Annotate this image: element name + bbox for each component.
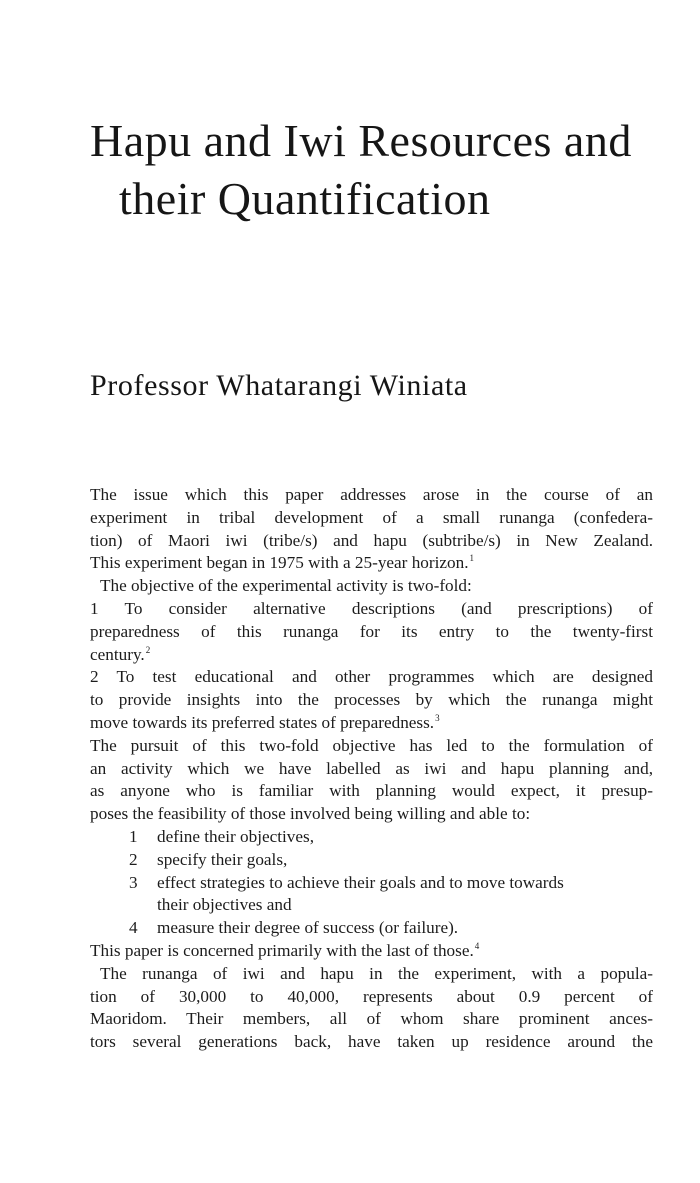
text-line: an activity which we have labelled as iwi and hapu planning and, — [90, 758, 653, 778]
text-line: tion of 30,000 to 40,000, represents about 0.9 percent of — [90, 986, 653, 1006]
list-item: 2 specify their goals, — [129, 849, 288, 869]
body-text — [90, 484, 653, 1054]
list-item: 3 effect strategies to achieve their goals and to move towards — [129, 872, 564, 892]
text-line: The pursuit of this two-fold objective has led to the formulation of — [90, 735, 653, 755]
text-line: The runanga of iwi and hapu in the experiment, with a popula- — [100, 963, 653, 983]
text-line: move towards its preferred states of preparedness.$^3$ — [90, 712, 440, 732]
text-line: This paper is concerned primarily with the last of those.$^4$ — [90, 940, 480, 960]
paper-title — [90, 112, 680, 228]
author-name: Professor Whatarangi Winiata — [90, 369, 468, 402]
list-item: 1 define their objectives, — [129, 826, 315, 846]
footnote-marker: 3 — [435, 712, 440, 723]
text-line: The objective of the experimental activity is two-fold: — [100, 576, 472, 596]
title-line-1: Hapu and Iwi Resources and — [90, 115, 632, 166]
text-line: to provide insights into the processes by which the runanga might — [90, 690, 653, 710]
text-line: 2 To test educational and other programmes which are designed — [90, 667, 653, 687]
text-line: century.$^2$ — [90, 644, 151, 664]
list-item-continuation: their objectives and — [157, 895, 292, 915]
text-line: tion) of Maori iwi (tribe/s) and hapu (subtribe/s) in New Zealand. — [90, 530, 653, 550]
text-line: The issue which this paper addresses arose in the course of an — [90, 485, 653, 504]
list-item: 4 measure their degree of success (or failure). — [129, 918, 459, 938]
text-line: This experiment began in 1975 with a 25-year horizon.$^1$ — [90, 553, 474, 573]
footnote-marker: 2 — [145, 644, 151, 655]
title-line-2: their Quantification — [119, 173, 491, 224]
text-line: 1 To consider alternative descriptions (and prescriptions) of — [90, 598, 653, 618]
footnote-marker: 1 — [469, 553, 474, 564]
text-line: tors several generations back, have taken up residence around the — [90, 1032, 653, 1052]
text-line: preparedness of this runanga for its entry to the twenty-first — [90, 621, 653, 641]
text-line: Maoridom. Their members, all of whom share prominent ances- — [90, 1009, 653, 1029]
text-line: as anyone who is familiar with planning would expect, it presup- — [90, 781, 653, 801]
text-line: poses the feasibility of those involved being willing and able to: — [90, 804, 531, 824]
text-line: experiment in tribal development of a small runanga (confedera- — [90, 507, 653, 527]
footnote-marker: 4 — [474, 940, 480, 951]
